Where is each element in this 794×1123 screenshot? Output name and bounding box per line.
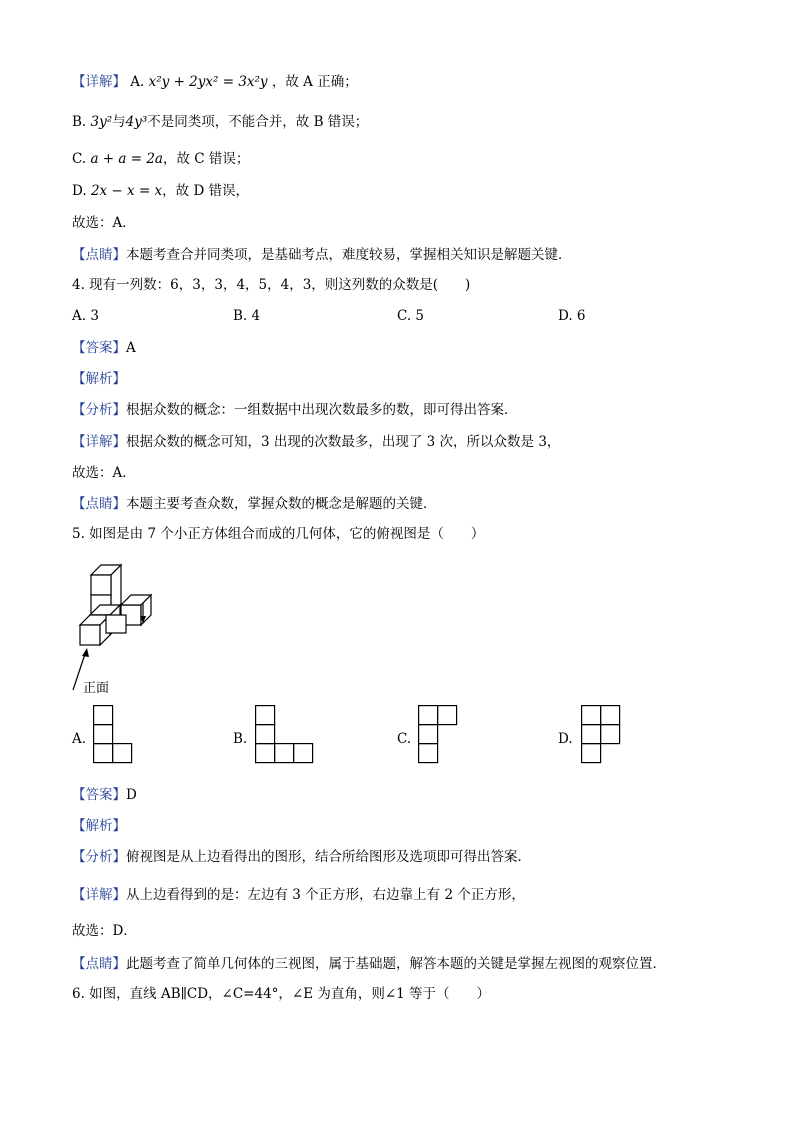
cube-solid-figure [60, 545, 170, 695]
option-c-label: C. [72, 151, 87, 167]
q5-dianjing-line [72, 955, 666, 973]
q4-answer: A [126, 340, 136, 356]
analysis-tag: 【解析】 [72, 371, 126, 387]
answer-tag: 【答案】 [72, 340, 126, 356]
q5-option-b-label: B. [233, 731, 248, 747]
q5-answer-line [72, 786, 137, 804]
fenxi-tag: 【分析】 [72, 849, 126, 865]
q5-analysis-tag [72, 817, 126, 835]
answer-tag: 【答案】 [72, 787, 126, 803]
question-4: 4. 现有一列数：6，3，3，4，5，4，3，则这列数的众数是( ) [72, 277, 471, 293]
q5-fenxi-line [72, 848, 531, 866]
choose-line-q3: 故选：A． [72, 215, 136, 231]
formula-a: x²y + 2yx² = 3x²y [148, 74, 268, 90]
detail-line-a [72, 73, 358, 91]
conclusion-c: ，故 C 错误； [162, 151, 250, 167]
option-d-label: D. [72, 183, 87, 199]
arrow-front-icon [82, 648, 89, 657]
q4-option-a: A. 3 [72, 308, 99, 324]
q4-dianjing: 本题主要考查众数，掌握众数的概念是解题的关键． [126, 496, 437, 512]
q5-option-b-figure [255, 705, 317, 767]
conclusion-d: ，故 D 错误， [162, 183, 250, 199]
dianjing-tag: 【点睛】 [72, 956, 126, 972]
connector-b: 与 [112, 114, 126, 130]
dianjing-tag: 【点睛】 [72, 247, 126, 263]
q4-fenxi-line [72, 401, 518, 419]
xiangjie-tag: 【详解】 [72, 887, 126, 903]
q5-choose-line: 故选：D． [72, 923, 137, 939]
dianjing-text: 本题考查合并同类项，是基础考点，难度较易，掌握相关知识是解题关键． [126, 247, 572, 263]
q5-option-c-label: C. [397, 731, 412, 747]
q5-xiangjie: 从上边看得到的是：左边有 3 个正方形，右边靠上有 2 个正方形， [126, 887, 525, 903]
detail-tag: 【详解】 [72, 74, 126, 90]
q5-dianjing: 此题考查了简单几何体的三视图，属于基础题，解答本题的关键是掌握左视图的观察位置． [126, 956, 666, 972]
q4-option-b: B. 4 [233, 308, 261, 324]
q5-fenxi: 俯视图是从上边看得出的图形，结合所给图形及选项即可得出答案． [126, 849, 531, 865]
formula-b1: 3y² [90, 114, 113, 130]
conclusion-a: ，故 A 正确； [271, 74, 358, 90]
question-5: 5. 如图是由 7 个小正方体组合而成的几何体，它的俯视图是（ ） [72, 526, 485, 542]
dianjing-tag: 【点睛】 [72, 496, 126, 512]
detail-line-b [72, 113, 368, 131]
fenxi-tag: 【分析】 [72, 402, 126, 418]
formula-c: a + a = 2a [90, 151, 163, 167]
q4-analysis-tag [72, 370, 126, 388]
q5-option-d-label: D. [558, 731, 573, 747]
formula-d: 2x − x = x [90, 183, 163, 199]
q5-xiangjie-line [72, 886, 525, 904]
q4-option-c: C. 5 [397, 308, 425, 324]
q5-option-d-figure [581, 705, 623, 767]
q4-option-d: D. 6 [558, 308, 586, 324]
formula-b2: 4y³ [125, 114, 148, 130]
detail-line-d [72, 182, 249, 200]
q5-option-a-figure [93, 705, 135, 767]
q4-xiangjie: 根据众数的概念可知，3 出现的次数最多，出现了 3 次，所以众数是 3， [126, 434, 561, 450]
q4-choose-line: 故选：A． [72, 465, 136, 481]
dianjing-line-q3 [72, 246, 572, 264]
q5-option-c-figure [418, 705, 460, 767]
detail-line-c [72, 150, 249, 168]
xiangjie-tag: 【详解】 [72, 434, 126, 450]
q5-answer: D [126, 787, 137, 803]
option-b-label: B. [72, 114, 87, 130]
conclusion-b: 不是同类项，不能合并，故 B 错误； [147, 114, 369, 130]
option-a-label: A. [130, 74, 145, 90]
front-label: 正面 [83, 681, 110, 696]
question-6: 6. 如图，直线 AB∥CD，∠C=44°，∠E 为直角，则∠1 等于（ ） [72, 986, 491, 1002]
q5-option-a-label: A. [72, 731, 87, 747]
analysis-tag: 【解析】 [72, 818, 126, 834]
q4-fenxi: 根据众数的概念：一组数据中出现次数最多的数，即可得出答案． [126, 402, 518, 418]
q4-dianjing-line [72, 495, 437, 513]
q4-xiangjie-line [72, 433, 560, 451]
q4-answer-line [72, 339, 136, 357]
